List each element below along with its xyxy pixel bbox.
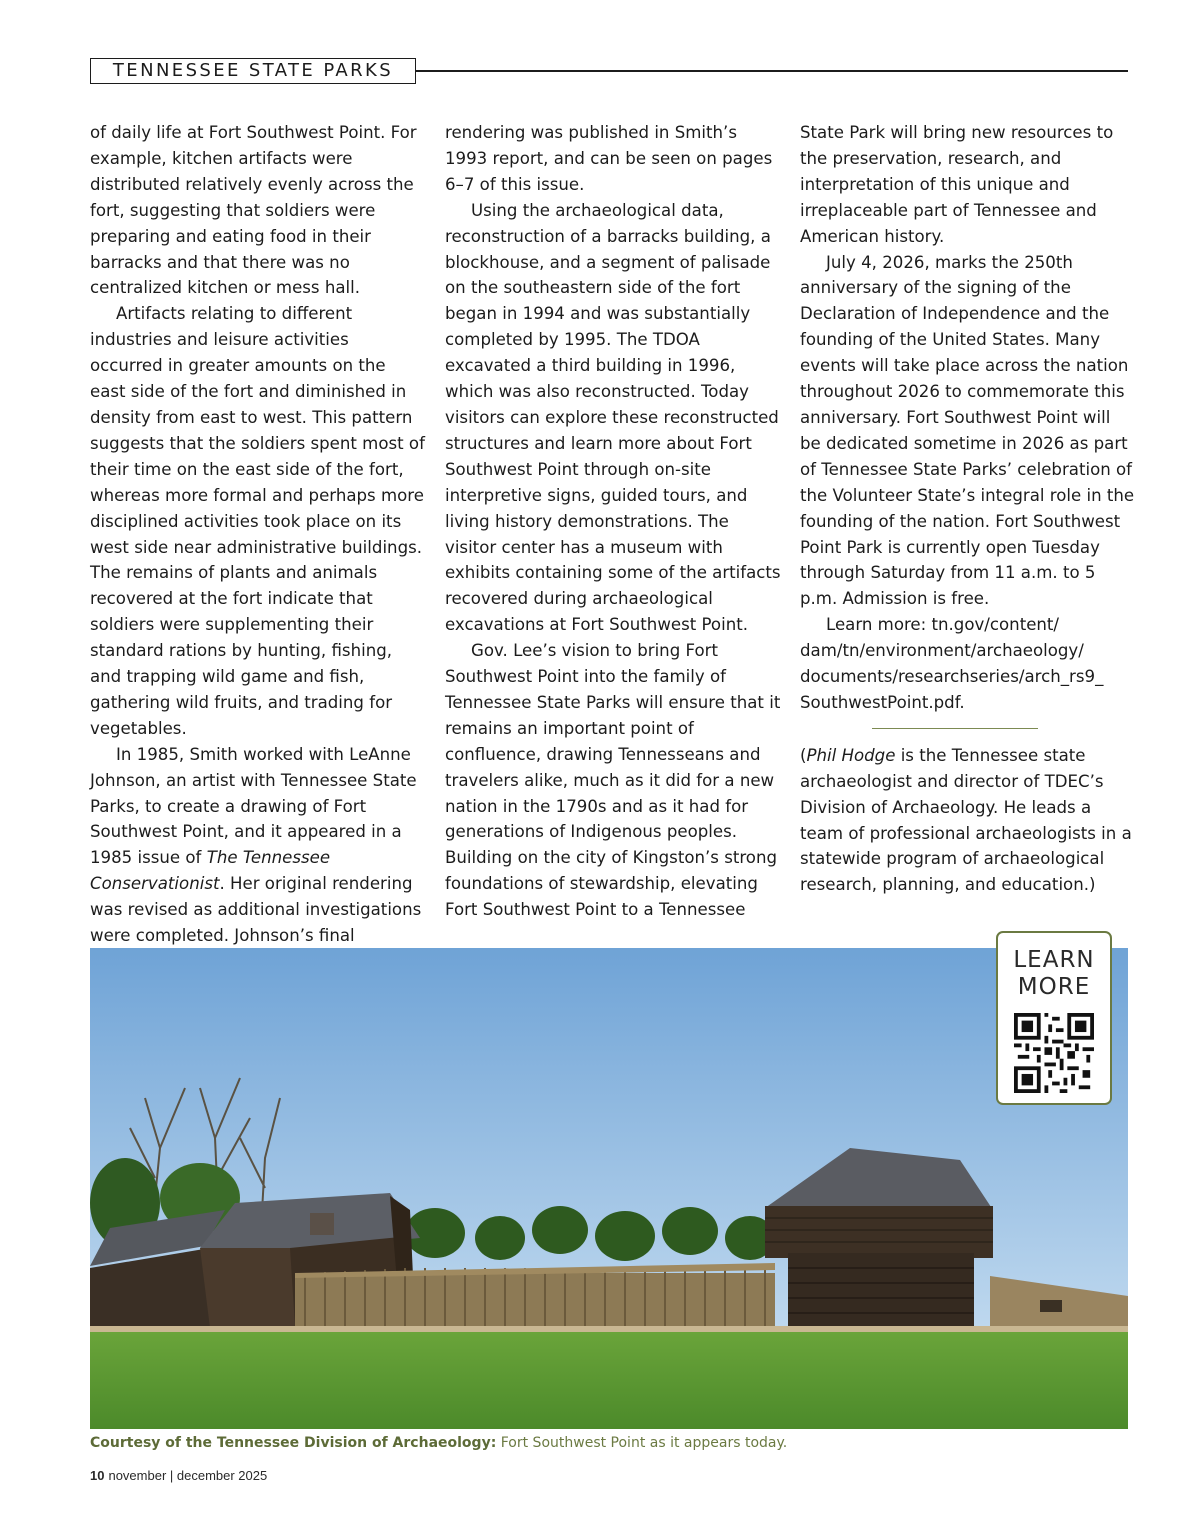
author-name: Phil Hodge <box>806 745 896 765</box>
fort-photo <box>90 948 1128 1429</box>
paragraph: rendering was published in Smith’s 1993 report, and can be seen on pages 6–7 of this issue. <box>445 123 773 194</box>
article-column-2 <box>445 120 781 923</box>
bio-paren: ( <box>800 745 807 765</box>
paragraph: State Park will bring new resources to the preservation, research, and interpretation of this unique and irreplaceable part of Tennessee and American history. <box>800 123 1114 246</box>
divider <box>872 728 1038 729</box>
header-rule <box>416 70 1128 72</box>
issue-date: november | december 2025 <box>108 1468 268 1483</box>
page-number: 10 <box>90 1468 105 1483</box>
page-footer <box>90 1468 267 1483</box>
learn-more-qr-box[interactable] <box>996 931 1112 1105</box>
section-header: TENNESSEE STATE PARKS <box>90 58 416 84</box>
paragraph: Artifacts relating to different industries and leisure activities occurred in greater amounts on the east side of the fort and diminished in density from east to west. This pattern suggests that the soldiers spent most of their time on the east side of the fort, whereas more formal and perhaps more disciplined activities took place on its west side near administrative buildings. The remains of plants and animals recovered at the fort indicate that soldiers were supplementing their standard rations by hunting, fishing, and trapping wild game and fish, gathering wild fruits, and trading for vegetables. <box>90 304 425 738</box>
article-column-1 <box>90 120 426 949</box>
paragraph <box>90 742 426 949</box>
paragraph: July 4, 2026, marks the 250th anniversary of the signing of the Declaration of Independence and the founding of the United States. Many events will take place across the nation throughout 2026 to commemorate this anniversary. Fort Southwest Point will be dedicated sometime in 2026 as part of Tennessee State Parks’ celebration of the Volunteer State’s integral role in the founding of the nation. Fort Southwest Point Park is currently open Tuesday through Saturday from 11 a.m. to 5 p.m. Admission is free. <box>800 252 1135 609</box>
photo-credit: Courtesy of the Tennessee Division of Archaeology: <box>90 1435 497 1451</box>
learn-more-link[interactable]: Learn more: tn.gov/content/ dam/tn/environment/archaeology/ documents/researchseries/arch_rs9_ SouthwestPoint.pdf. <box>800 615 1104 712</box>
article-column-3 <box>800 120 1136 898</box>
photo-caption <box>90 1435 787 1451</box>
paragraph: of daily life at Fort Southwest Point. For example, kitchen artifacts were distributed relatively evenly across the fort, suggesting that soldiers were preparing and eating food in their barracks and that there was no centralized kitchen or mess hall. <box>90 123 417 298</box>
publication-title: The Tennessee Conservationist <box>90 848 331 894</box>
caption-text: Fort Southwest Point as it appears today. <box>496 1435 788 1451</box>
paragraph: Gov. Lee’s vision to bring Fort Southwest Point into the family of Tennessee State Parks will ensure that it remains an important point of confluence, drawing Tennesseans and travelers alike, much as it did for a new nation in the 1790s and as it had for generations of Indigenous peoples. Building on the city of Kingston’s strong foundations of stewardship, elevating Fort Southwest Point to a Tennessee <box>445 641 781 920</box>
paragraph-text: In 1985, Smith worked with LeAnne Johnson, an artist with Tennessee State Parks, to create a drawing of Fort Southwest Point, and it appeared in a 1985 issue of <box>90 744 417 868</box>
bio-text: is the Tennessee state archaeologist and director of TDEC’s Division of Archaeology. He leads a team of professional archaeologists in a statewide program of archaeological research, planning, and education.) <box>800 745 1132 895</box>
paragraph: Using the archaeological data, reconstruction of a barracks building, a blockhouse, and a segment of palisade on the southeastern side of the fort began in 1994 and was substantially completed by 1995. The TDOA excavated a third building in 1996, which was also reconstructed. Today visitors can explore these reconstructed structures and learn more about Fort Southwest Point through on-site interpretive signs, guided tours, and living history demonstrations. The visitor center has a museum with exhibits containing some of the artifacts recovered during archaeological excavations at Fort Southwest Point. <box>445 200 781 635</box>
paragraph-text: . Her original rendering was revised as additional investigations were completed. Johnson’s final <box>90 874 422 946</box>
author-bio <box>800 743 1136 898</box>
learn-more-label: LEARN MORE <box>1013 947 1095 1000</box>
fort-photo-illustration <box>90 948 1128 1429</box>
qr-code-icon[interactable] <box>1014 1013 1094 1093</box>
